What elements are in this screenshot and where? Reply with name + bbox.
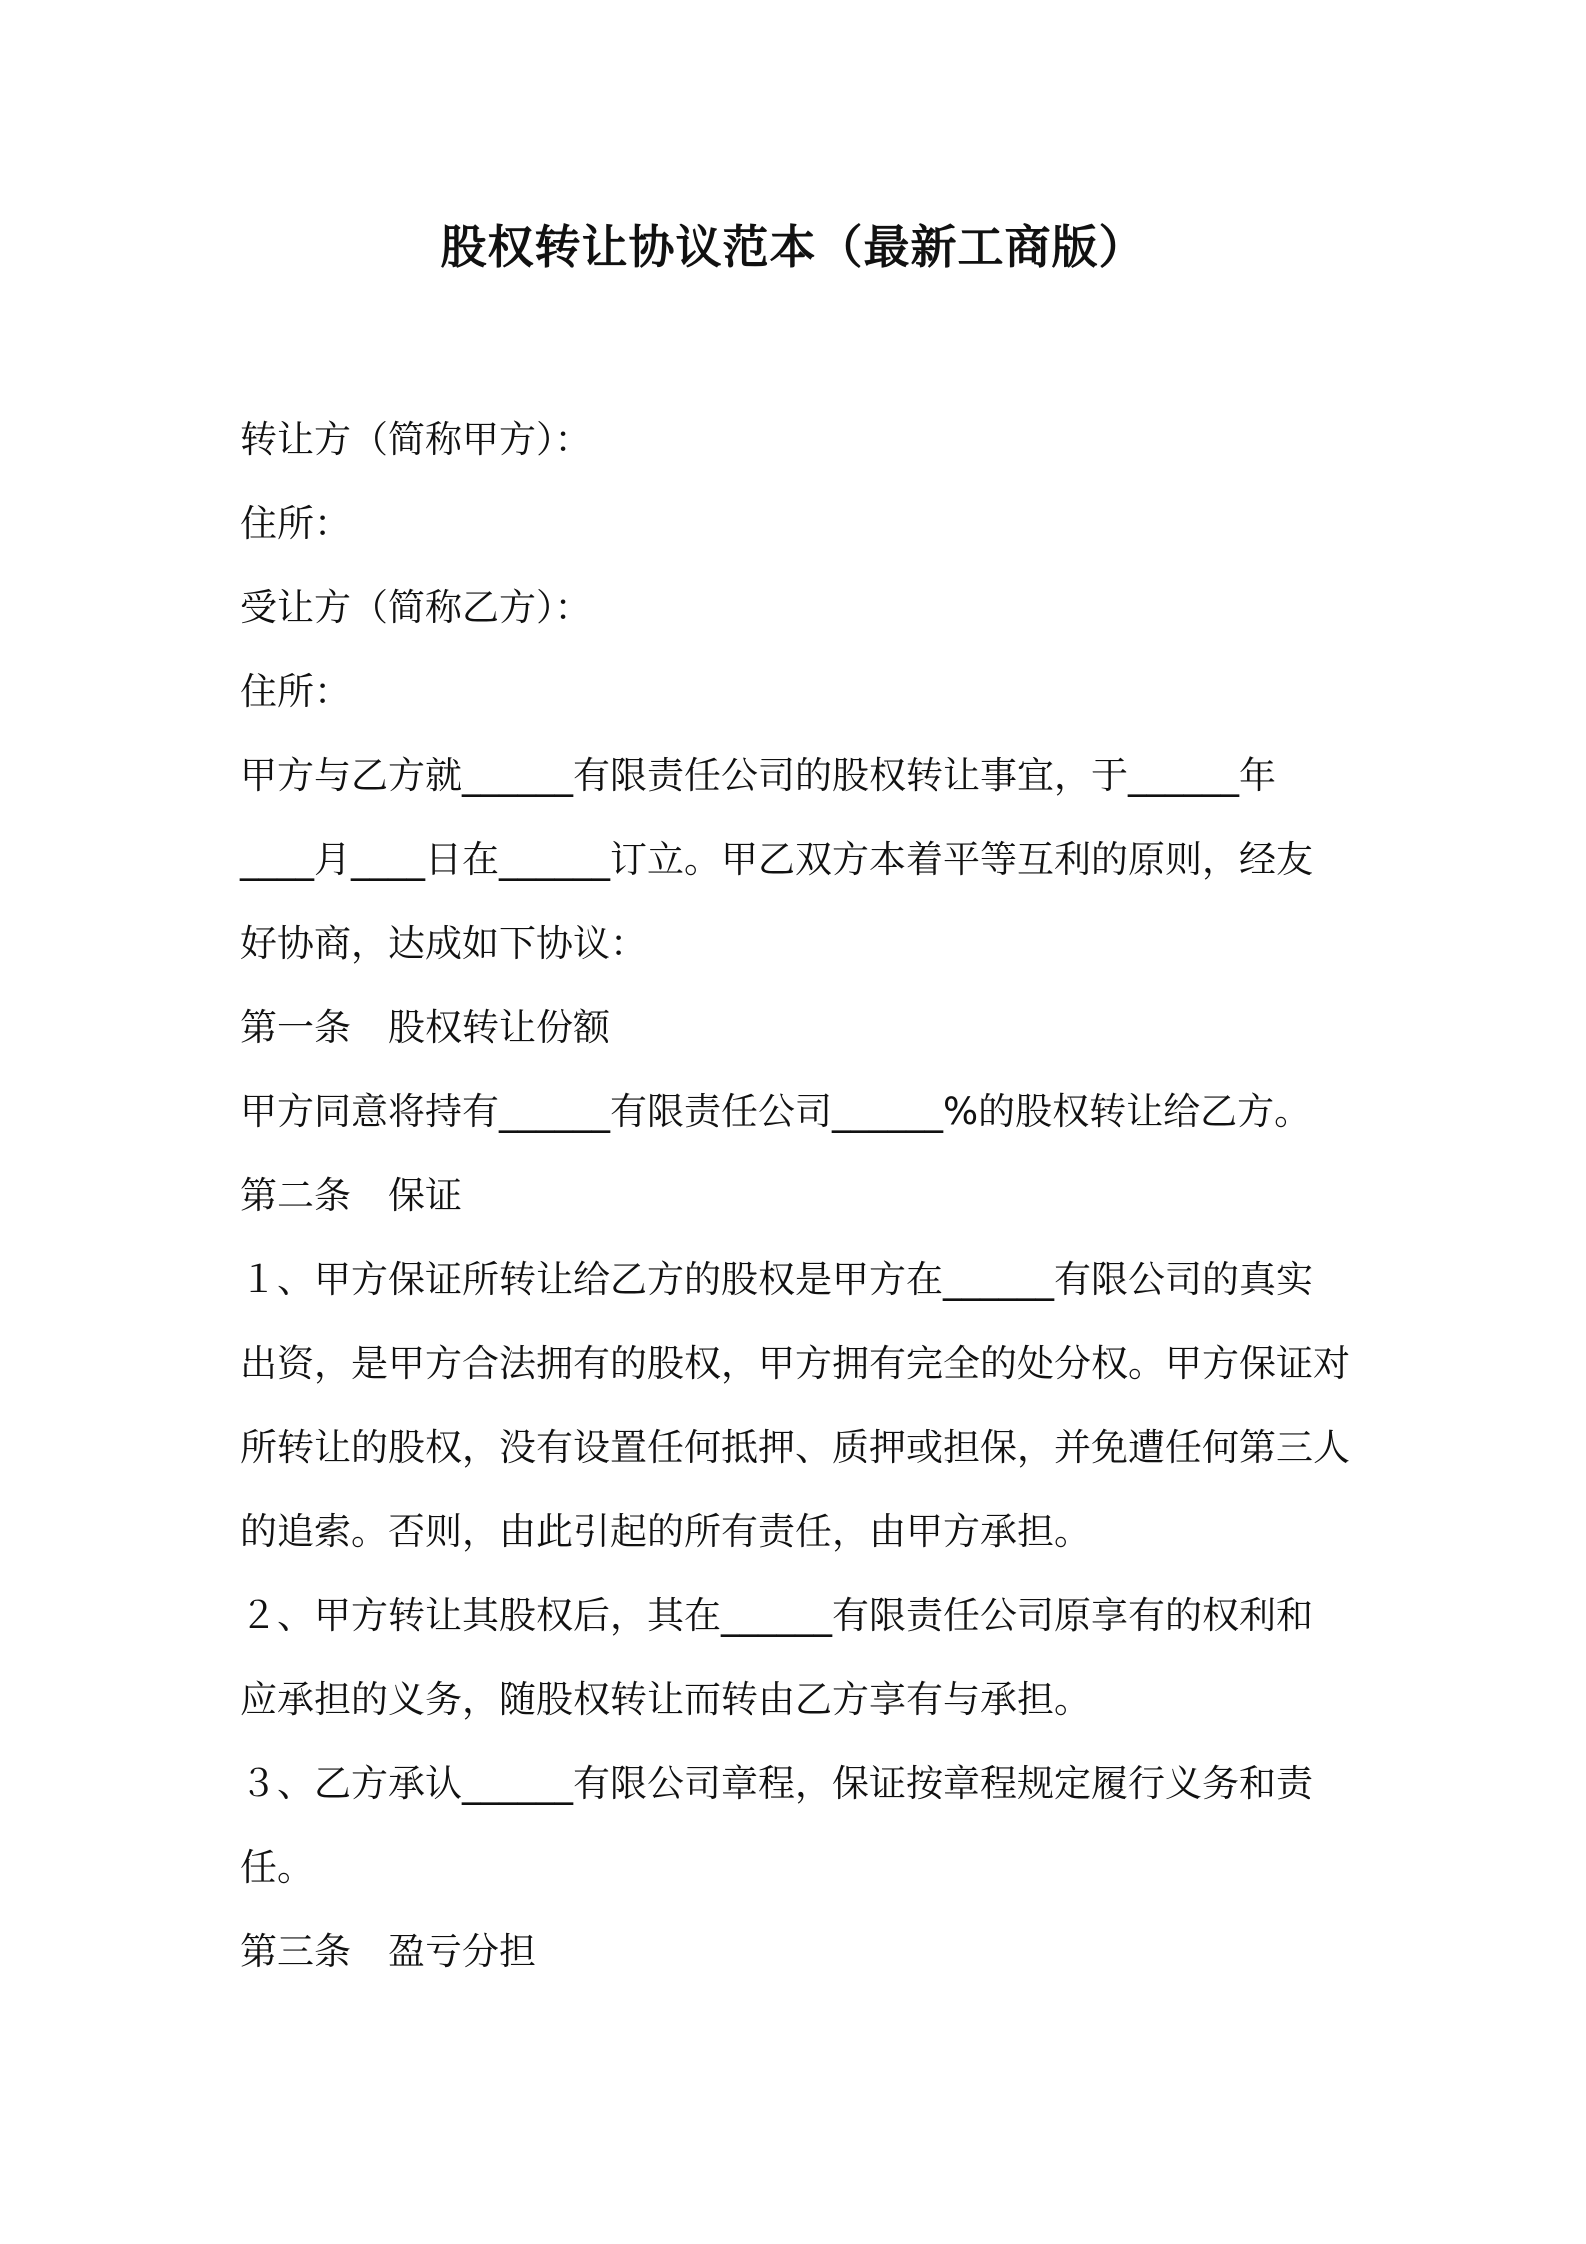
preamble-line-3: 好协商，达成如下协议： <box>240 922 647 965</box>
party-b-address-line: 住所： <box>240 670 351 713</box>
article-2-heading: 第二条 保证 <box>240 1174 462 1217</box>
document-body <box>240 398 1360 1994</box>
article-2-clause-3-line-2: 任。 <box>240 1846 314 1889</box>
article-2-clause-2-line-2: 应承担的义务，随股权转让而转由乙方享有与承担。 <box>240 1678 1091 1721</box>
article-2-clause-1-line-2: 出资，是甲方合法拥有的股权，甲方拥有完全的处分权。甲方保证对 <box>240 1342 1350 1385</box>
article-1-text: 甲方同意将持有______有限责任公司______%的股权转让给乙方。 <box>240 1090 1312 1133</box>
party-a-address-line: 住所： <box>240 502 351 545</box>
party-b-line: 受让方（简称乙方）： <box>240 586 592 629</box>
document-title: 股权转让协议范本（最新工商版） <box>440 220 1146 274</box>
article-3-heading: 第三条 盈亏分担 <box>240 1930 536 1973</box>
preamble-line-1: 甲方与乙方就______有限责任公司的股权转让事宜，于______年 <box>240 754 1276 797</box>
preamble-line-2: ____月____日在______订立。甲乙双方本着平等互利的原则，经友 <box>240 838 1313 881</box>
article-2-clause-1-line-1: １、甲方保证所转让给乙方的股权是甲方在______有限公司的真实 <box>240 1258 1313 1301</box>
article-1-heading: 第一条 股权转让份额 <box>240 1006 610 1049</box>
article-2-clause-3-line-1: ３、乙方承认______有限公司章程，保证按章程规定履行义务和责 <box>240 1762 1313 1805</box>
article-2-clause-1-line-4: 的追索。否则，由此引起的所有责任，由甲方承担。 <box>240 1510 1091 1553</box>
article-2-clause-1-line-3: 所转让的股权，没有设置任何抵押、质押或担保，并免遭任何第三人 <box>240 1426 1350 1469</box>
article-2-clause-2-line-1: ２、甲方转让其股权后，其在______有限责任公司原享有的权利和 <box>240 1594 1313 1637</box>
party-a-line: 转让方（简称甲方）： <box>240 418 592 461</box>
